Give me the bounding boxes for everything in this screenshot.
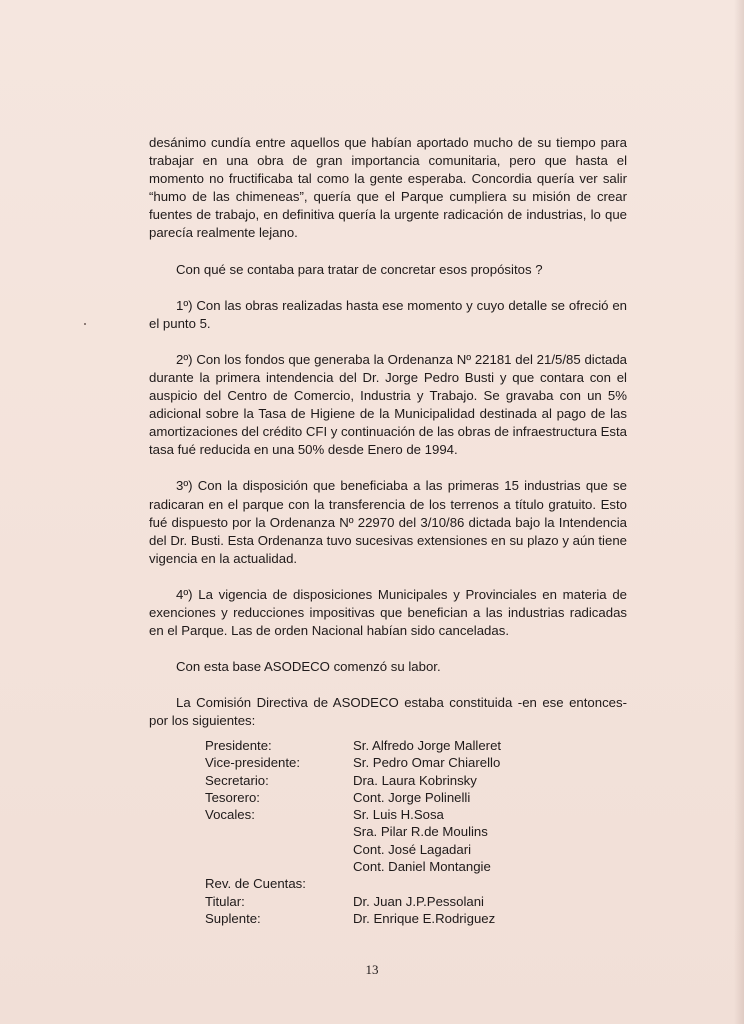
roster-role: [205, 823, 353, 840]
roster-name: Cont. Jorge Polinelli: [353, 789, 471, 805]
paragraph-7: Con esta base ASODECO comenzó su labor.: [176, 659, 441, 675]
roster-row: [205, 737, 613, 754]
roster-row: [205, 789, 613, 806]
board-roster: [205, 737, 613, 927]
roster-name: Dr. Enrique E.Rodriguez: [353, 910, 496, 926]
roster-row: [205, 875, 613, 892]
page-number: 13: [365, 962, 379, 977]
paragraph-2: Con qué se contaba para tratar de concretar esos propósitos ?: [176, 261, 543, 277]
paragraph-6: 4º) La vigencia de disposiciones Municipales y Provinciales en materia de exenciones y reducciones impositivas que benefician a las industrias radicadas en el Parque. Las de orden Nacional habían sido canceladas.: [149, 586, 627, 639]
roster-name: Sra. Pilar R.de Moulins: [353, 824, 488, 840]
paragraph-8: La Comisión Directiva de ASODECO estaba constituida -en ese entonces- por los siguientes:: [149, 695, 627, 729]
roster-row: [205, 823, 613, 840]
roster-role: Suplente:: [205, 910, 261, 926]
roster-row: [205, 772, 613, 789]
roster-row: [205, 910, 613, 927]
body-text: [149, 134, 627, 748]
roster-name: Cont. Daniel Montangie: [353, 859, 491, 875]
roster-role: Rev. de Cuentas:: [205, 876, 306, 892]
roster-name: Sr. Luis H.Sosa: [353, 807, 444, 823]
roster-role: [205, 841, 353, 858]
paper-speck: [84, 323, 86, 325]
roster-name: [353, 875, 613, 892]
roster-role: Presidente:: [205, 738, 272, 753]
roster-name: Sr. Alfredo Jorge Malleret: [353, 738, 502, 753]
roster-role: [205, 858, 353, 875]
paragraph-1: desánimo cundía entre aquellos que habían aportado mucho de su tiempo para trabajar en una obra de gran importancia comunitaria, pero que hasta el momento no fructificaba tal como la gente esperaba. Concordia quería ver salir “humo de las chimeneas”, quería que el Parque cumpliera su misión de crear fuentes de trabajo, en definitiva quería la urgente radicación de industrias, lo que parecía realmente lejano.: [149, 135, 627, 241]
roster-name: Sr. Pedro Omar Chiarello: [353, 755, 501, 771]
roster-name: Dra. Laura Kobrinsky: [353, 772, 477, 788]
roster-role: Secretario:: [205, 772, 269, 788]
paragraph-4: 2º) Con los fondos que generaba la Ordenanza Nº 22181 del 21/5/85 dictada durante la primera intendencia del Dr. Jorge Pedro Busti y que contara con el auspicio del Centro de Comercio, Industria y Trabajo. Se gravaba con un 5% adicional sobre la Tasa de Higiene de la Municipalidad destinada al pago de las amortizaciones del crédito CFI y continuación de las obras de infraestructura Esta tasa fué reducida en una 50% desde Enero de 1994.: [149, 351, 627, 458]
roster-row: [205, 893, 613, 910]
roster-name: Dr. Juan J.P.Pessolani: [353, 893, 484, 909]
roster-name: Cont. José Lagadari: [353, 841, 472, 857]
roster-role: Tesorero:: [205, 789, 260, 805]
roster-row: [205, 806, 613, 823]
roster-role: Vocales:: [205, 807, 255, 823]
paragraph-5: 3º) Con la disposición que beneficiaba a las primeras 15 industrias que se radicaran en el parque con la transferencia de los terrenos a título gratuito. Esto fué dispuesto por la Ordenanza Nº 22970 del 3/10/86 dictada bajo la Intendencia del Dr. Busti. Esta Ordenanza tuvo sucesivas extensiones en su plazo y aún tiene vigencia en la actualidad.: [149, 478, 627, 566]
roster-row: [205, 754, 613, 771]
paragraph-3: 1º) Con las obras realizadas hasta ese momento y cuyo detalle se ofreció en el punto 5.: [149, 297, 627, 331]
roster-row: [205, 858, 613, 875]
page-edge-shadow: [734, 0, 744, 1024]
roster-row: [205, 841, 613, 858]
roster-role: Vice-presidente:: [205, 755, 301, 771]
roster-role: Titular:: [205, 893, 245, 909]
